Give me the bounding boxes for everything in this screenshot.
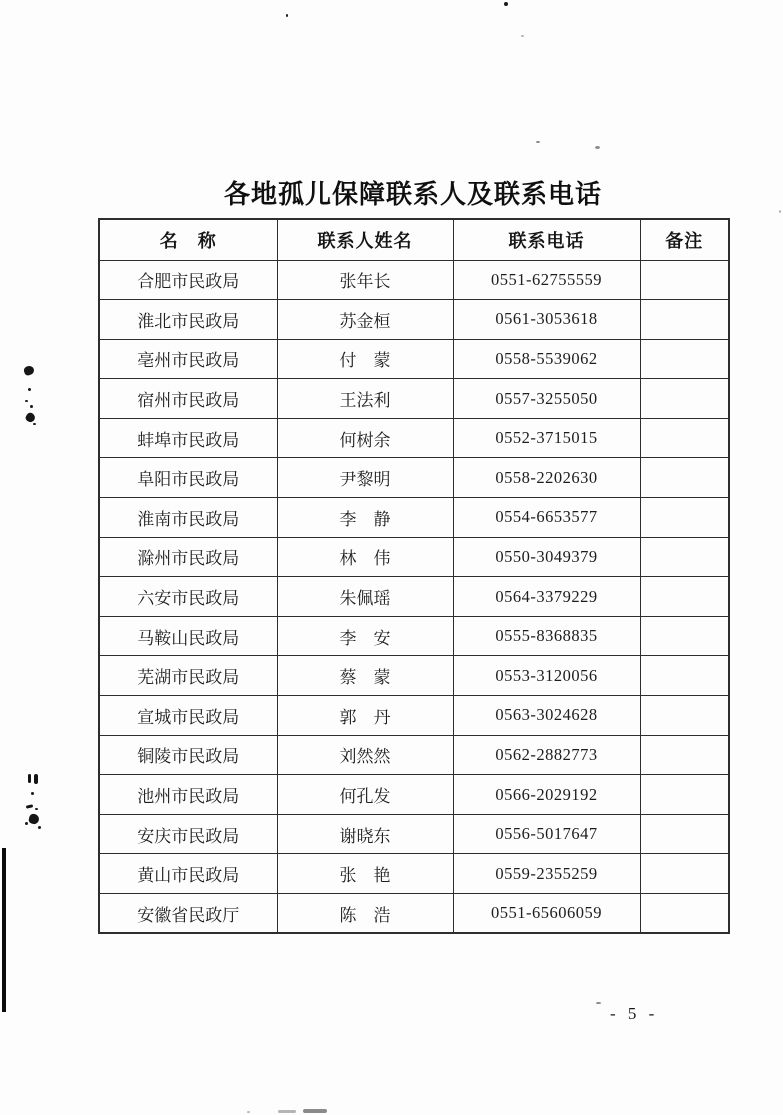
note-cell — [640, 537, 729, 577]
table-row — [99, 458, 729, 498]
phone-cell: 0551-62755559 — [453, 260, 640, 300]
contact-name-cell: 王法利 — [277, 379, 453, 419]
phone-cell: 0553-3120056 — [453, 656, 640, 696]
table-row — [99, 498, 729, 538]
scan-edge-line — [2, 848, 6, 1012]
note-cell — [640, 696, 729, 736]
contact-name-cell: 刘然然 — [277, 735, 453, 775]
contact-name-cell: 张 艳 — [277, 854, 453, 894]
phone-cell: 0558-5539062 — [453, 339, 640, 379]
header-note: 备注 — [640, 219, 729, 260]
org-name-cell: 亳州市民政局 — [99, 339, 277, 379]
org-name-cell: 滁州市民政局 — [99, 537, 277, 577]
phone-cell: 0563-3024628 — [453, 696, 640, 736]
contact-name-cell: 陈 浩 — [277, 894, 453, 934]
header-phone: 联系电话 — [453, 219, 640, 260]
note-cell — [640, 498, 729, 538]
table-row — [99, 300, 729, 340]
ink-stroke — [26, 804, 33, 808]
table-row — [99, 260, 729, 300]
org-name-cell: 蚌埠市民政局 — [99, 418, 277, 458]
note-cell — [640, 339, 729, 379]
ink-speck — [596, 1002, 601, 1004]
page-number: - 5 - — [610, 1004, 659, 1023]
ink-blob — [28, 813, 40, 825]
contact-name-cell: 付 蒙 — [277, 339, 453, 379]
ink-speck — [536, 141, 540, 143]
org-name-cell: 合肥市民政局 — [99, 260, 277, 300]
phone-cell: 0556-5017647 — [453, 814, 640, 854]
note-cell — [640, 854, 729, 894]
contact-name-cell: 苏金桓 — [277, 300, 453, 340]
phone-cell: 0562-2882773 — [453, 735, 640, 775]
ink-stroke — [34, 774, 38, 784]
phone-cell: 0555-8368835 — [453, 616, 640, 656]
table-row — [99, 537, 729, 577]
note-cell — [640, 458, 729, 498]
ink-speck — [286, 14, 288, 17]
org-name-cell: 铜陵市民政局 — [99, 735, 277, 775]
phone-cell: 0552-3715015 — [453, 418, 640, 458]
scan-bottom-mark — [278, 1110, 296, 1113]
note-cell — [640, 418, 729, 458]
ink-speck — [38, 826, 41, 829]
table-row — [99, 616, 729, 656]
note-cell — [640, 656, 729, 696]
ink-speck — [33, 423, 36, 425]
phone-cell: 0551-65606059 — [453, 894, 640, 934]
table-row — [99, 577, 729, 617]
scan-bottom-mark — [303, 1109, 327, 1113]
ink-speck — [521, 35, 524, 37]
org-name-cell: 池州市民政局 — [99, 775, 277, 815]
phone-cell: 0561-3053618 — [453, 300, 640, 340]
note-cell — [640, 616, 729, 656]
contact-name-cell: 何孔发 — [277, 775, 453, 815]
ink-speck — [28, 388, 31, 391]
table-row — [99, 854, 729, 894]
org-name-cell: 芜湖市民政局 — [99, 656, 277, 696]
phone-cell: 0554-6653577 — [453, 498, 640, 538]
note-cell — [640, 260, 729, 300]
org-name-cell: 马鞍山民政局 — [99, 616, 277, 656]
contact-name-cell: 蔡 蒙 — [277, 656, 453, 696]
phone-cell: 0564-3379229 — [453, 577, 640, 617]
contact-name-cell: 郭 丹 — [277, 696, 453, 736]
org-name-cell: 淮北市民政局 — [99, 300, 277, 340]
header-org-name: 名 称 — [99, 219, 277, 260]
ink-blob — [23, 365, 35, 377]
ink-speck — [35, 808, 38, 810]
ink-speck — [504, 2, 508, 6]
note-cell — [640, 814, 729, 854]
table-row — [99, 814, 729, 854]
contact-name-cell: 张年长 — [277, 260, 453, 300]
table-row — [99, 418, 729, 458]
org-name-cell: 安庆市民政局 — [99, 814, 277, 854]
ink-speck — [25, 400, 28, 402]
header-contact-name: 联系人姓名 — [277, 219, 453, 260]
phone-cell: 0566-2029192 — [453, 775, 640, 815]
table-row — [99, 735, 729, 775]
org-name-cell: 阜阳市民政局 — [99, 458, 277, 498]
org-name-cell: 黄山市民政局 — [99, 854, 277, 894]
phone-cell: 0557-3255050 — [453, 379, 640, 419]
note-cell — [640, 775, 729, 815]
note-cell — [640, 577, 729, 617]
table-row — [99, 339, 729, 379]
note-cell — [640, 735, 729, 775]
table-row — [99, 656, 729, 696]
ink-speck — [30, 405, 33, 408]
org-name-cell: 安徽省民政厅 — [99, 894, 277, 934]
table-row — [99, 696, 729, 736]
contact-name-cell: 谢晓东 — [277, 814, 453, 854]
org-name-cell: 六安市民政局 — [99, 577, 277, 617]
page-title: 各地孤儿保障联系人及联系电话 — [223, 179, 602, 209]
contact-name-cell: 何树余 — [277, 418, 453, 458]
table-row — [99, 379, 729, 419]
contact-name-cell: 尹黎明 — [277, 458, 453, 498]
ink-speck — [25, 822, 28, 825]
phone-cell: 0550-3049379 — [453, 537, 640, 577]
contact-name-cell: 朱佩瑶 — [277, 577, 453, 617]
note-cell — [640, 300, 729, 340]
phone-cell: 0559-2355259 — [453, 854, 640, 894]
ink-stroke — [28, 774, 31, 783]
table-body — [99, 260, 729, 933]
contact-name-cell: 林 伟 — [277, 537, 453, 577]
phone-cell: 0558-2202630 — [453, 458, 640, 498]
contact-name-cell: 李 静 — [277, 498, 453, 538]
ink-blob — [24, 411, 36, 423]
table-row — [99, 894, 729, 934]
contact-name-cell: 李 安 — [277, 616, 453, 656]
org-name-cell: 宿州市民政局 — [99, 379, 277, 419]
ink-speck — [31, 792, 34, 795]
contacts-table — [98, 218, 730, 934]
ink-speck — [595, 146, 600, 149]
org-name-cell: 宣城市民政局 — [99, 696, 277, 736]
table-row — [99, 775, 729, 815]
note-cell — [640, 379, 729, 419]
table-header-row — [99, 219, 729, 260]
org-name-cell: 淮南市民政局 — [99, 498, 277, 538]
ink-speck — [779, 210, 781, 213]
ink-speck — [247, 1111, 250, 1113]
note-cell — [640, 894, 729, 934]
